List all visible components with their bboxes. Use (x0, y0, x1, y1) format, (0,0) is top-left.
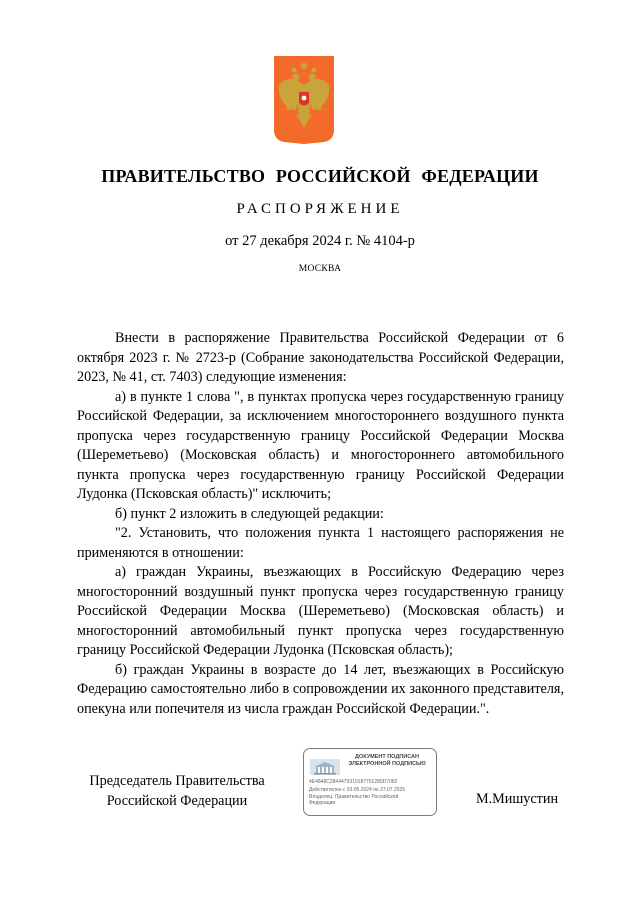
signatory-position-line: Председатель Правительства (89, 773, 265, 789)
stamp-owner: Владелец: Правительство Российской (309, 794, 399, 800)
body-paragraph: а) граждан Украины, въезжающих в Российскую Федерацию через многосторонний воздушный пункт пропуска через государственную границу Российской Федерации Москва (Шереметьево) (Московская область) и многосторонний автомобильный пункт пропуска через государственную границу Российской Федерации Лудонка (Псковская область); (77, 564, 564, 658)
stamp-owner: Федерации (309, 800, 336, 806)
stamp-title-line: ДОКУМЕНТ ПОДПИСАН (355, 754, 419, 760)
document-body (77, 329, 564, 719)
stamp-title (340, 754, 434, 768)
signatory-name: М.Мишустин (476, 791, 559, 807)
document-date-number: от 27 декабря 2024 г. № 4104-р (225, 233, 415, 249)
body-paragraph: б) пункт 2 изложить в следующей редакции: (115, 505, 384, 522)
body-paragraph: "2. Установить, что положения пункта 1 настоящего распоряжения не применяются в отношении: (77, 525, 564, 561)
stamp-title-line: ЭЛЕКТРОННОЙ ПОДПИСЬЮ (348, 761, 426, 767)
signatory-position (77, 772, 277, 811)
coat-of-arms-emblem (274, 56, 334, 144)
body-paragraph: а) в пункте 1 слова ", в пунктах пропуска через государственную границу Российской Федерации, за исключением многостороннего воздушного пункта пропуска через государственную границу Российской Федерации Москва (Шереметьево) (Московская область) и многостороннего автомобильного пункта пропуска через государственную границу Российской Федерации Лудонка (Псковская область)" исключить; (77, 388, 564, 502)
electronic-signature-stamp (303, 748, 437, 816)
body-paragraph: Внести в распоряжение Правительства Российской Федерации от 6 октября 2023 г. № 2723-р (Собрание законодательства Российской Федерации, 2023, № 41, ст. 7403) следующие изменения: (77, 330, 564, 385)
organization-title: ПРАВИТЕЛЬСТВО РОССИЙСКОЙ ФЕДЕРАЦИИ (101, 166, 539, 186)
stamp-certificate: 4E4848C2844479319187701280D7082 (309, 779, 398, 785)
document-city: МОСКВА (298, 264, 342, 274)
document-type: РАСПОРЯЖЕНИЕ (236, 201, 404, 217)
body-paragraph: б) граждан Украины в возрасте до 14 лет, въезжающих в Российскую Федерацию самостоятельно либо в сопровождении их законного представителя, опекуна или попечителя из числа граждан Российской Федерации.". (77, 661, 564, 717)
building-icon (310, 759, 340, 775)
signatory-position-line: Российской Федерации (106, 792, 248, 809)
stamp-validity: Действителен с 03.05.2024 по 27.07.2025 (309, 787, 406, 793)
